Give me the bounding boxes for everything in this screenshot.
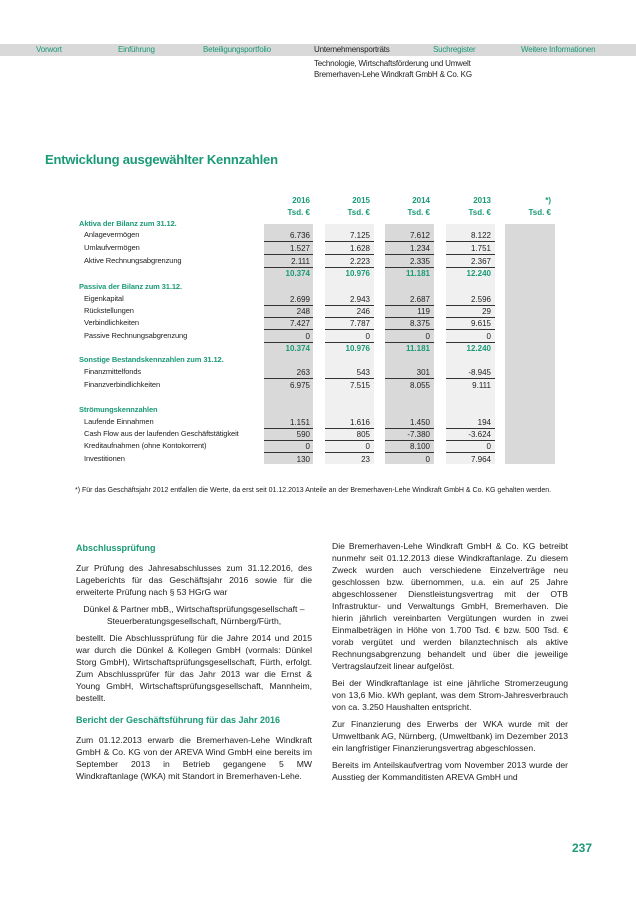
table-cell: 1.151 — [289, 418, 310, 427]
table-cell: 8.375 — [409, 319, 430, 328]
table-cell: 2.111 — [291, 257, 310, 266]
cell-underline — [385, 378, 434, 380]
table-cell: 246 — [356, 307, 370, 316]
table-cell: 0 — [425, 455, 430, 464]
group-label-sonstige: Sonstige Bestandskennzahlen zum 31.12. — [79, 355, 224, 364]
row-label: Investitionen — [84, 454, 125, 463]
section-title: Entwicklung ausgewählter Kennzahlen — [45, 152, 278, 167]
table-cell: 7.125 — [349, 231, 370, 240]
table-total-cell: 10.976 — [345, 269, 370, 278]
table-cell: 0 — [305, 332, 310, 341]
row-label: Cash Flow aus der laufenden Geschäftstätigkeit — [84, 429, 239, 438]
row-label: Finanzverbindlichkeiten — [84, 380, 161, 389]
cell-underline — [446, 254, 495, 256]
col-unit-2016: Tsd. € — [287, 208, 310, 217]
table-cell: 9.111 — [472, 381, 491, 390]
row-label: Aktive Rechnungsabgrenzung — [84, 256, 182, 265]
cell-underline — [385, 254, 434, 256]
table-cell: 0 — [486, 442, 491, 451]
right-text-column — [332, 540, 568, 788]
table-cell: -8.945 — [468, 368, 491, 377]
table-cell: 7.964 — [470, 455, 491, 464]
table-cell: 8.100 — [409, 442, 430, 451]
table-cell: 2.943 — [349, 295, 370, 304]
nav-item-unternehmensportraets[interactable]: Unternehmensporträts — [314, 45, 390, 54]
table-cell: 8.055 — [409, 381, 430, 390]
row-label: Rückstellungen — [84, 306, 134, 315]
subnav-category[interactable]: Technologie, Wirtschaftsförderung und Umwelt — [314, 59, 471, 68]
table-cell: 805 — [356, 430, 370, 439]
cell-underline — [264, 254, 313, 256]
table-cell: 1.628 — [349, 244, 370, 253]
cell-underline — [446, 378, 495, 380]
table-cell: 2.699 — [289, 295, 310, 304]
cell-underline — [385, 241, 434, 243]
cell-underline — [446, 452, 495, 454]
paragraph: Zur Finanzierung des Erwerbs der WKA wurde mit der Umweltbank AG, Nürnberg, (Umweltbank) im Dezember 2013 ein langfristiger Finanzierungsvertrag abgeschlossen. — [332, 719, 568, 753]
col-year-2016: 2016 — [292, 196, 310, 205]
table-cell: 2.596 — [470, 295, 491, 304]
table-cell: 6.736 — [289, 231, 310, 240]
cell-underline — [325, 254, 374, 256]
table-cell: 0 — [305, 442, 310, 451]
row-label: Finanzmittelfonds — [84, 367, 142, 376]
table-total-cell: 10.976 — [345, 344, 370, 353]
table-footnote: *) Für das Geschäftsjahr 2012 entfallen die Werte, da erst seit 01.12.2013 Anteile an der Bremerhaven-Lehe Windkraft GmbH & Co. KG gehalten werden. — [75, 487, 552, 494]
page-number: 237 — [572, 841, 593, 855]
cell-underline — [264, 241, 313, 243]
table-cell: 301 — [416, 368, 430, 377]
paragraph: Die Bremerhaven-Lehe Windkraft GmbH & Co. KG betreibt nunmehr seit 01.12.2013 diese Windkraftanlage. Zu diesem Zweck wurden auch verschiedene Einzelverträge neu geschlossen bzw. übernommen, u.a. ein auf 25 Jahre abgeschlossener Dienstleistungsvertrag mit der OTB Infrastruktur- und Verwaltungs GmbH, Bremerhaven. Die hierin jährlich vereinbarten Vergütungen wurden in zwei Einmalbeträgen in Höhe von 1.700 Tsd. € bzw. 500 Tsd. € vorab vergütet und werden bilanztechnisch als aktive Rechnungsabgrenzung behandelt und über die jeweilige Vertragslaufzeit linear aufgelöst. — [332, 541, 568, 671]
table-cell: 9.615 — [470, 319, 491, 328]
row-label: Anlagevermögen — [84, 230, 140, 239]
table-total-cell: 10.374 — [285, 269, 310, 278]
paragraph: Zur Prüfung des Jahresabschlusses zum 31.12.2016, des Lageberichts für das Geschäftsjahr 2016 sowie für die erweiterte Prüfung nach § 53 HGrG war — [76, 563, 312, 597]
cell-underline — [385, 329, 434, 331]
group-label-passiva: Passiva der Bilanz zum 31.12. — [79, 282, 182, 291]
col-unit-footnote: Tsd. € — [528, 208, 551, 217]
paragraph: Bereits im Anteilskaufvertrag vom November 2013 wurde der Ausstieg der Kommanditisten AREVA GmbH und — [332, 760, 568, 782]
table-cell: 0 — [486, 332, 491, 341]
table-cell: 263 — [296, 368, 310, 377]
col-year-footnote: *) — [545, 196, 551, 205]
subnav-company[interactable]: Bremerhaven-Lehe Windkraft GmbH & Co. KG — [314, 70, 472, 79]
table-cell: 194 — [477, 418, 491, 427]
row-label: Umlaufvermögen — [84, 243, 140, 252]
table-total-cell: 12.240 — [466, 344, 491, 353]
table-cell: 0 — [365, 442, 370, 451]
nav-item-einfuehrung[interactable]: Einführung — [118, 45, 155, 54]
col-unit-2015: Tsd. € — [347, 208, 370, 217]
row-label: Verbindlichkeiten — [84, 318, 140, 327]
table-cell: 1.450 — [409, 418, 430, 427]
cell-underline — [446, 241, 495, 243]
row-label: Laufende Einnahmen — [84, 417, 154, 426]
nav-item-weitere-informationen[interactable]: Weitere Informationen — [521, 45, 596, 54]
table-cell: 2.335 — [409, 257, 430, 266]
heading-bericht: Bericht der Geschäftsführung für das Jahr 2016 — [76, 715, 281, 725]
left-text-column — [76, 542, 312, 787]
col-year-2014: 2014 — [412, 196, 430, 205]
table-cell: 1.751 — [470, 244, 491, 253]
table-cell: 1.234 — [409, 244, 430, 253]
column-bg-footnote — [505, 224, 555, 464]
cell-underline — [264, 378, 313, 380]
cell-underline — [446, 329, 495, 331]
table-cell: 8.122 — [470, 231, 491, 240]
table-cell: 1.527 — [289, 244, 310, 253]
group-label-stroemung: Strömungskennzahlen — [79, 405, 158, 414]
table-cell: -3.624 — [468, 430, 491, 439]
table-cell: 6.975 — [289, 381, 310, 390]
top-navigation — [0, 44, 636, 56]
row-label: Passive Rechnungsabgrenzung — [84, 331, 188, 340]
table-cell: -7.380 — [407, 430, 430, 439]
cell-underline — [325, 378, 374, 380]
table-cell: 2.223 — [349, 257, 370, 266]
group-label-aktiva: Aktiva der Bilanz zum 31.12. — [79, 219, 177, 228]
paragraph: Zum 01.12.2013 erwarb die Bremerhaven-Lehe Windkraft GmbH & Co. KG von der AREVA Wind GmbH eine bereits im September 2013 in Betrieb gegangene 5 MW Windkraftanlage (WKA) mit Standort in Bremerhaven-Lehe. — [76, 735, 312, 781]
nav-item-suchregister[interactable]: Suchregister — [433, 45, 476, 54]
heading-abschlusspruefung: Abschlussprüfung — [76, 543, 156, 553]
table-cell: 543 — [356, 368, 370, 377]
table-total-cell: 10.374 — [285, 344, 310, 353]
table-cell: 23 — [361, 455, 370, 464]
cell-underline — [325, 241, 374, 243]
table-cell: 2.367 — [470, 257, 491, 266]
table-cell: 248 — [296, 307, 310, 316]
paragraph-auditor: Dünkel & Partner mbB,, Wirtschaftsprüfungsgesellschaft – Steuerberatungsgesellschaft, Nürnberg/Fürth, — [83, 604, 305, 626]
paragraph: bestellt. Die Abschlussprüfung für die Jahre 2014 und 2015 war durch die Dünkel & Kollegen GmbH (vormals: Dünkel Storg GmbH), Wirtschaftsprüfungsgesellschaft, Fürth, erfolgt. Zum Abschlussprüfer für das Jahr 2013 war die Ernst & Young GmbH, Wirtschaftsprüfungsgesellschaft, Mannheim, bestellt. — [76, 633, 312, 703]
paragraph: Bei der Windkraftanlage ist eine jährliche Stromerzeugung von 13,6 Mio. kWh geplant, was dem Strom-Jahresverbrauch von ca. 3.250 Haushalten entspricht. — [332, 678, 568, 712]
table-cell: 1.616 — [349, 418, 370, 427]
col-year-2015: 2015 — [352, 196, 370, 205]
row-label: Eigenkapital — [84, 294, 124, 303]
cell-underline — [264, 452, 313, 454]
table-cell: 7.787 — [349, 319, 370, 328]
table-total-cell: 12.240 — [466, 269, 491, 278]
col-unit-2013: Tsd. € — [468, 208, 491, 217]
table-cell: 590 — [296, 430, 310, 439]
table-cell: 0 — [365, 332, 370, 341]
col-unit-2014: Tsd. € — [407, 208, 430, 217]
table-cell: 7.515 — [349, 381, 370, 390]
table-total-cell: 11.181 — [405, 269, 430, 278]
nav-item-vorwort[interactable]: Vorwort — [36, 45, 62, 54]
col-year-2013: 2013 — [473, 196, 491, 205]
row-label: Kreditaufnahmen (ohne Kontokorrent) — [84, 441, 207, 450]
table-total-cell: 11.181 — [405, 344, 430, 353]
table-cell: 2.687 — [409, 295, 430, 304]
table-cell: 130 — [296, 455, 310, 464]
table-cell: 7.612 — [409, 231, 430, 240]
cell-underline — [385, 452, 434, 454]
table-cell: 119 — [417, 307, 430, 316]
cell-underline — [325, 452, 374, 454]
cell-underline — [264, 329, 313, 331]
table-cell: 7.427 — [289, 319, 310, 328]
cell-underline — [325, 329, 374, 331]
table-cell: 0 — [425, 332, 430, 341]
nav-item-beteiligungsportfolio[interactable]: Beteiligungsportfolio — [203, 45, 271, 54]
table-cell: 29 — [482, 307, 491, 316]
